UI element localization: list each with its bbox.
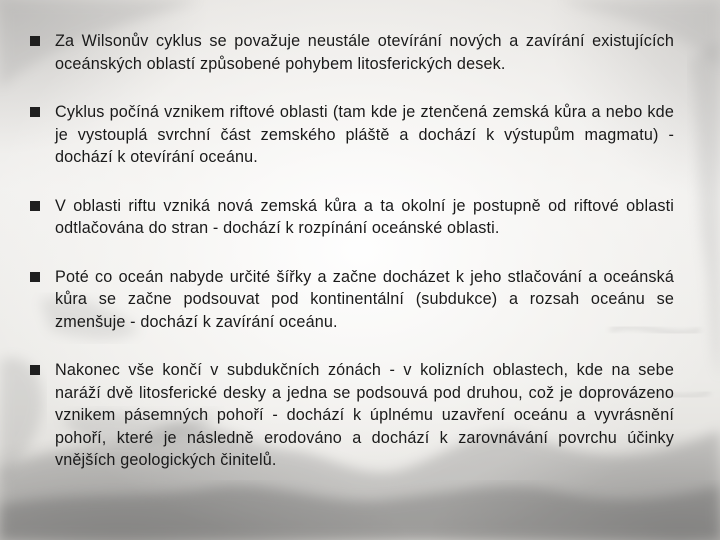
square-bullet-icon (30, 201, 40, 211)
square-bullet-icon (30, 107, 40, 117)
bullet-text: Poté co oceán nabyde určité šířky a začne docházet k jeho stlačování a oceánská kůra se začne podsouvat pod kontinentální (subdukce) a rozsah oceánu se zmenšuje - dochází k zavírání oceánu. (55, 267, 674, 331)
bullet-text: V oblasti riftu vzniká nová zemská kůra a ta okolní je postupně od riftové oblasti odtlačována do stran - dochází k rozpínání oceánské oblasti. (55, 196, 674, 237)
square-bullet-icon (30, 365, 40, 375)
bullet-item (28, 30, 674, 75)
bullet-item (28, 195, 674, 240)
bullet-item (28, 359, 674, 472)
square-bullet-icon (30, 36, 40, 46)
bullet-text: Cyklus počíná vznikem riftové oblasti (tam kde je ztenčená zemská kůra a nebo kde je vystouplá svrchní část zemského pláště a dochází k výstupům magmatu) - dochází k otevírání oceánu. (55, 103, 674, 166)
bullet-text: Nakonec vše končí v subdukčních zónách - v kolizních oblastech, kde na sebe naráží dvě litosferické desky a jedna se podsouvá pod druhou, což je doprovázeno vznikem pásemných pohoří - dochází k úplnému uzavření oceánu a vyvrásnění pohoří, které je následně erodováno a dochází k zarovnávání povrchu účinky vnějších geologických činitelů. (55, 361, 674, 469)
bullet-text: Za Wilsonův cyklus se považuje neustále otevírání nových a zavírání existujících oceánských oblastí způsobené pohybem litosferických desek. (55, 32, 674, 73)
bullet-list (28, 30, 674, 498)
bullet-item (28, 101, 674, 169)
square-bullet-icon (30, 272, 40, 282)
bullet-item (28, 266, 674, 334)
